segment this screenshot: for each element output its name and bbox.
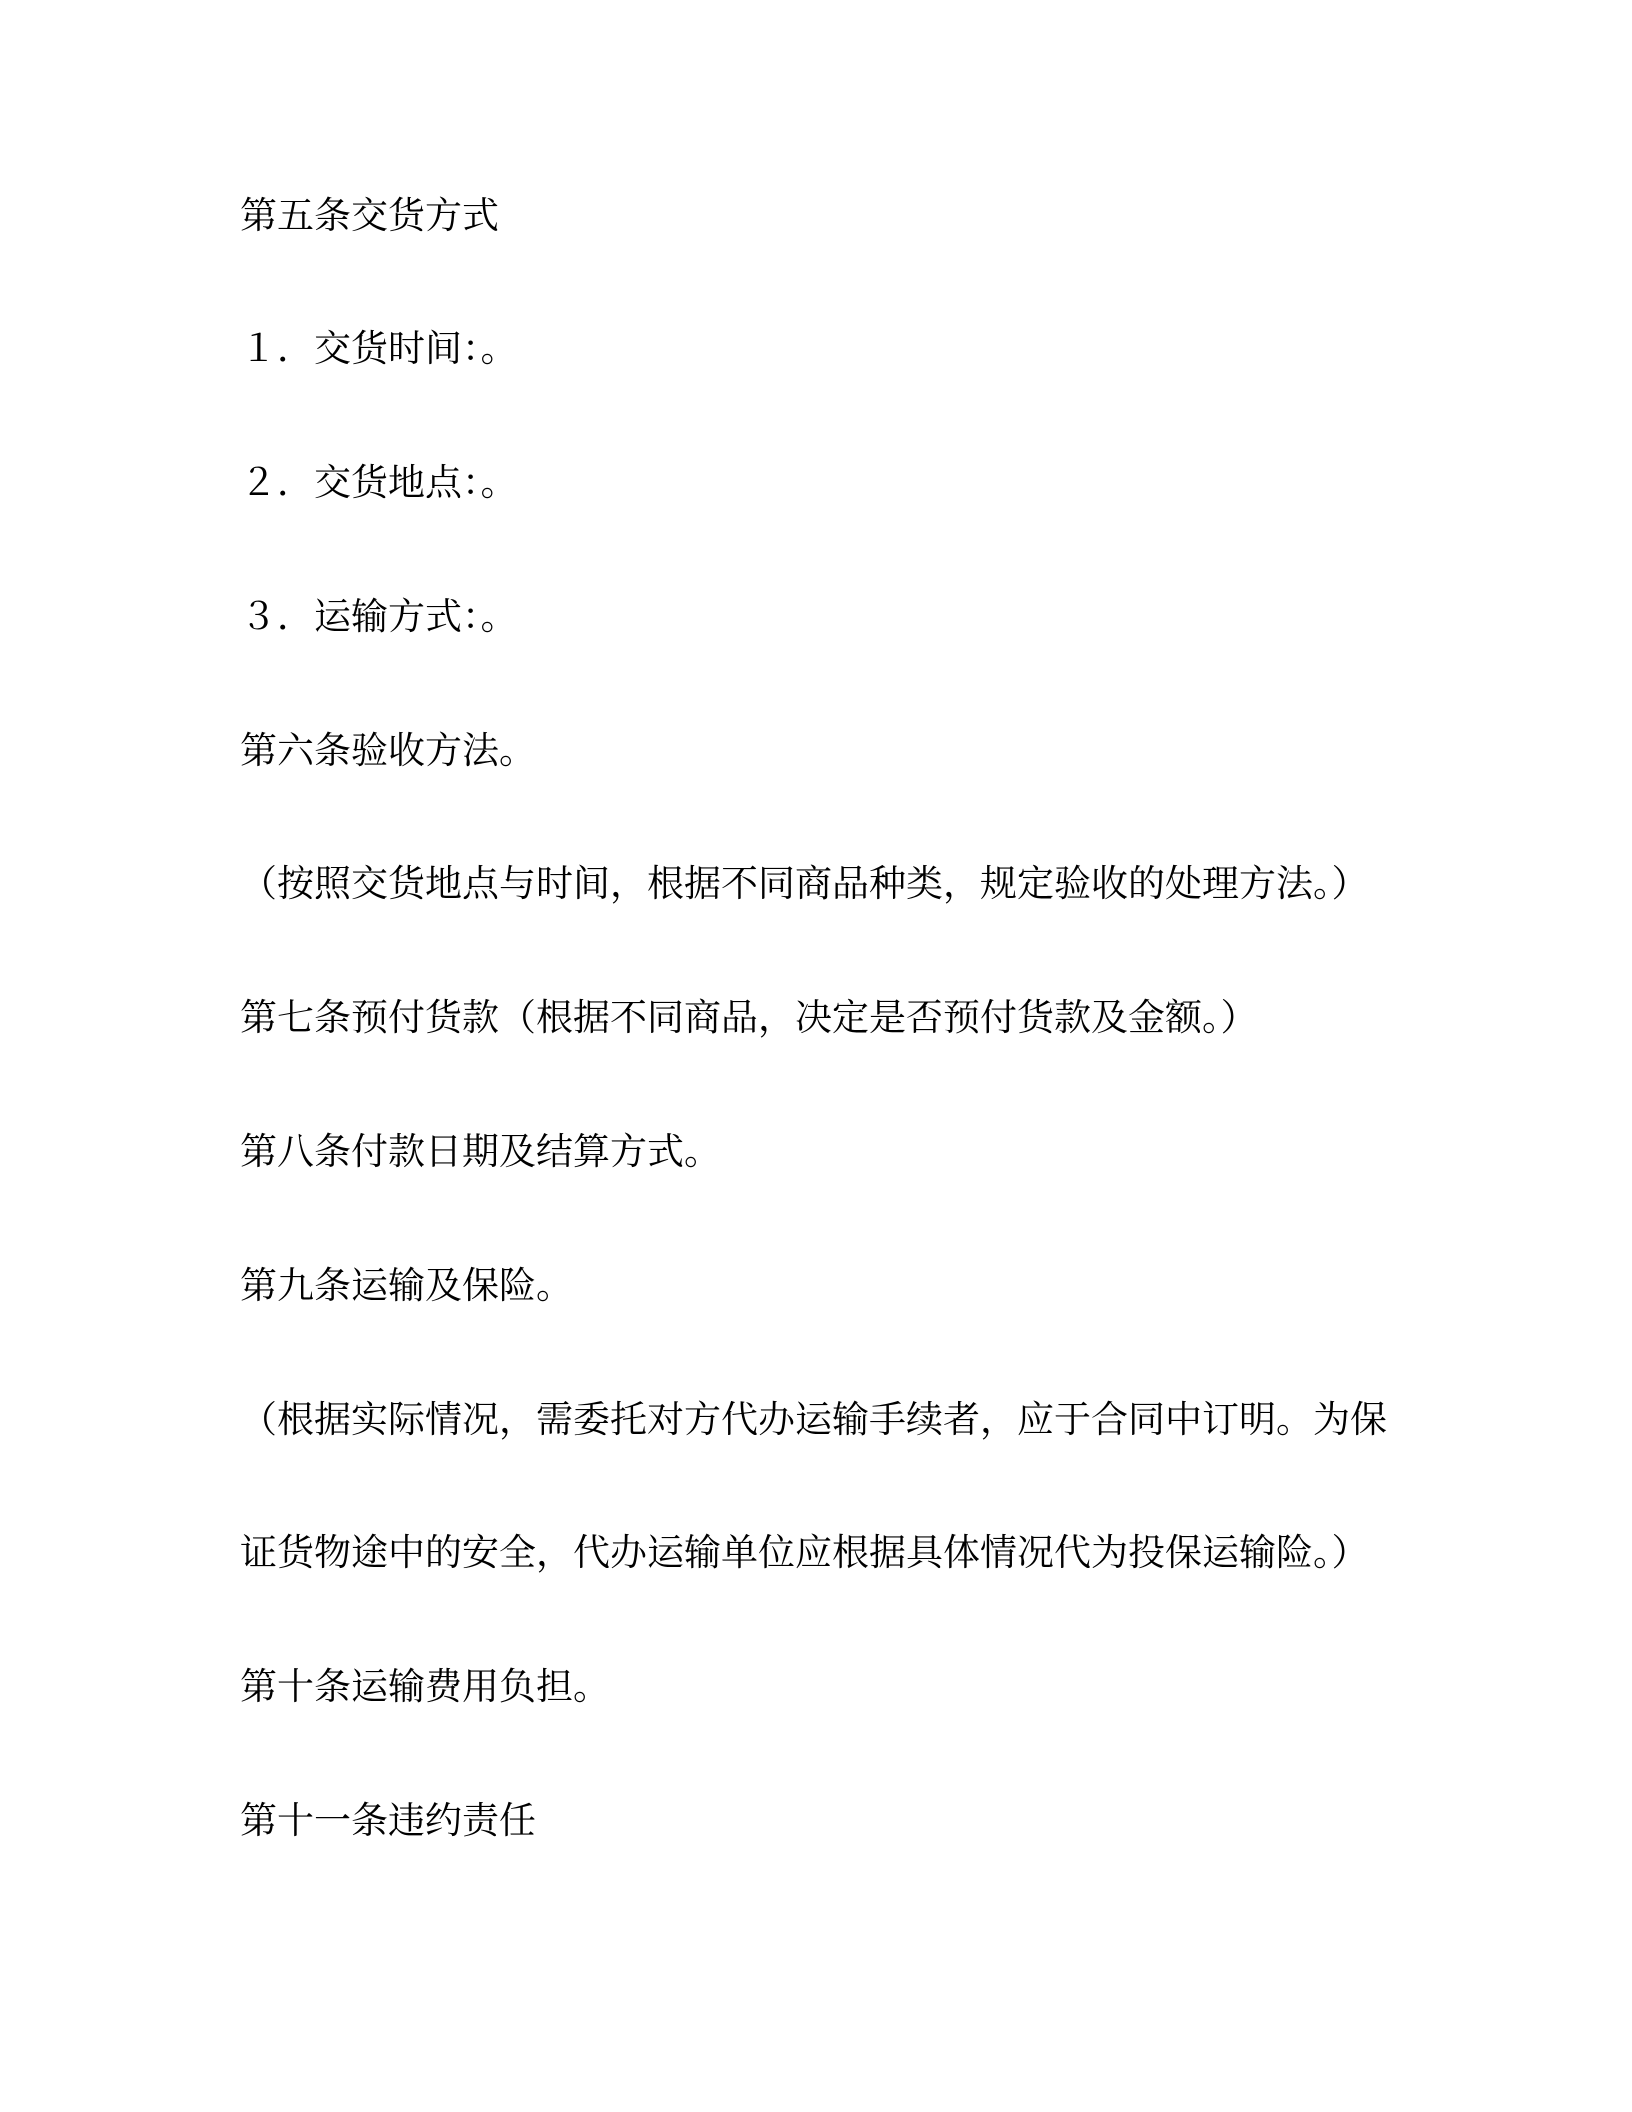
article-5-heading: 第五条交货方式 <box>240 194 499 237</box>
transport-method-item: ３．运输方式：。 <box>240 595 518 638</box>
article-11-heading: 第十一条违约责任 <box>240 1799 536 1842</box>
article-6-heading: 第六条验收方法。 <box>240 729 536 772</box>
article-7-text: 第七条预付货款（根据不同商品，决定是否预付货款及金额。） <box>240 996 1258 1039</box>
article-9-note-line-1: （根据实际情况，需委托对方代办运输手续者，应于合同中订明。为保 <box>240 1398 1387 1441</box>
article-8-heading: 第八条付款日期及结算方式。 <box>240 1130 721 1173</box>
article-6-note: （按照交货地点与时间，根据不同商品种类，规定验收的处理方法。） <box>240 862 1369 905</box>
article-9-heading: 第九条运输及保险。 <box>240 1264 573 1307</box>
article-10-heading: 第十条运输费用负担。 <box>240 1665 610 1708</box>
delivery-place-item: ２．交货地点：。 <box>240 461 518 504</box>
article-9-note-line-2: 证货物途中的安全，代办运输单位应根据具体情况代为投保运输险。） <box>240 1531 1369 1574</box>
delivery-time-item: １．交货时间：。 <box>240 327 518 370</box>
